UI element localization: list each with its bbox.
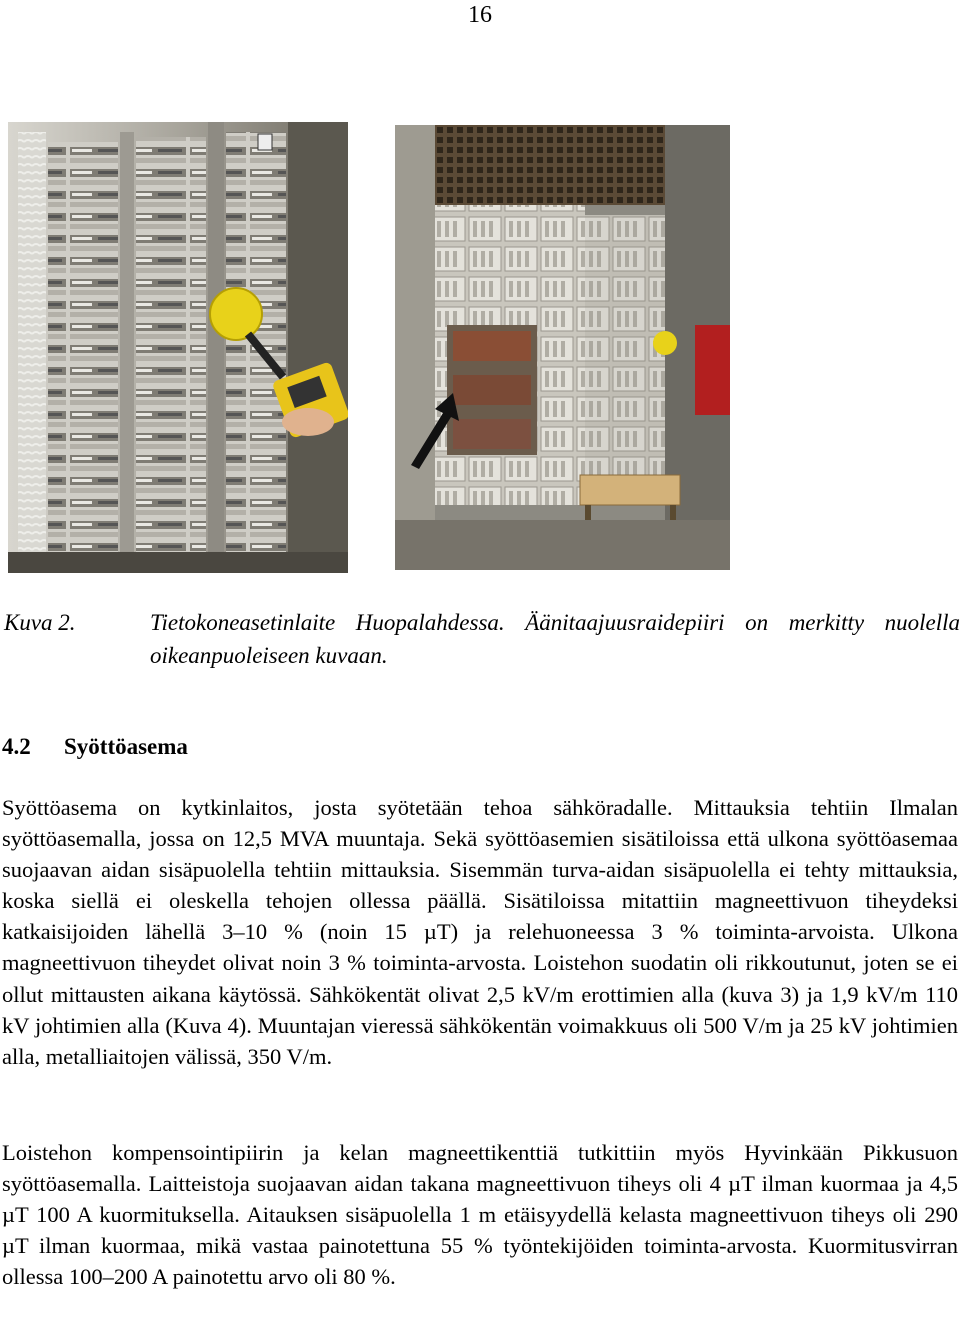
figure-caption-text: Tietokoneasetinlaite Huopalahdessa. Äänitaajuusraidepiiri on merkitty nuolella oikeanpuoleiseen kuvaan. (150, 610, 960, 668)
section-title: Syöttöasema (64, 734, 188, 759)
paragraph-compensation-circuit: Loistehon kompensointipiirin ja kelan magneettikenttiä tutkittiin myös Hyvinkään Pikkusuon syöttöasemalla. Laitteistoja suojaavan aidan takana magneettivuon tiheys oli 4 µT ilman kuormaa ja 4,5 µT 100 A kuormituksella. Aitauksen sisäpuolella 1 m etäisyydellä kelasta magneettivuon tiheys oli 290 µT ilman kuormaa, mikä vastaa painotettuna 55 % työntekijöiden toiminta-arvosta. Kuormitusvirran ollessa 100–200 A painotettu arvo oli 80 %. (2, 1140, 958, 1290)
photo-audio-frequency-track-circuit (395, 125, 730, 570)
section-number: 4.2 (2, 734, 31, 759)
paragraph-feeding-station: Syöttöasema on kytkinlaitos, josta syötetään tehoa sähköradalle. Mittauksia tehtiin Ilmalan syöttöasemalla, jossa on 12,5 MVA muuntaja. Sekä syöttöasemien sisätiloissa että ulkona syöttöasemaa suojaavan aidan sisäpuolella tehtiin mittauksia. Sisemmän turva-aidan sisäpuolella ei tehty mittauksia, koska siellä ei oleskella tehojen ollessa päällä. Sisätiloissa mitattiin magneettivuon tiheydeksi katkaisijoiden lähellä 3–10 % (noin 15 µT) ja relehuoneessa 3 % toiminta-arvoista. Ulkona magneettivuon tiheydet olivat noin 3 % toiminta-arvosta. Loistehon suodatin oli rikkoutunut, joten se ei ollut mittausten aikana käytössä. Sähkökentät olivat 2,5 kV/m erottimien alla (kuva 3) ja 1,9 kV/m 110 kV johtimien alla (Kuva 4). Muuntajan vieressä sähkökentän voimakkuus oli 500 V/m ja 25 kV johtimien alla, metalliaitojen välissä, 350 V/m. (2, 795, 958, 1069)
page-number: 16 (468, 2, 492, 28)
photo-computer-interlocking-racks (8, 122, 348, 573)
figure-label: Kuva 2. (4, 610, 76, 635)
section-heading (2, 732, 188, 762)
